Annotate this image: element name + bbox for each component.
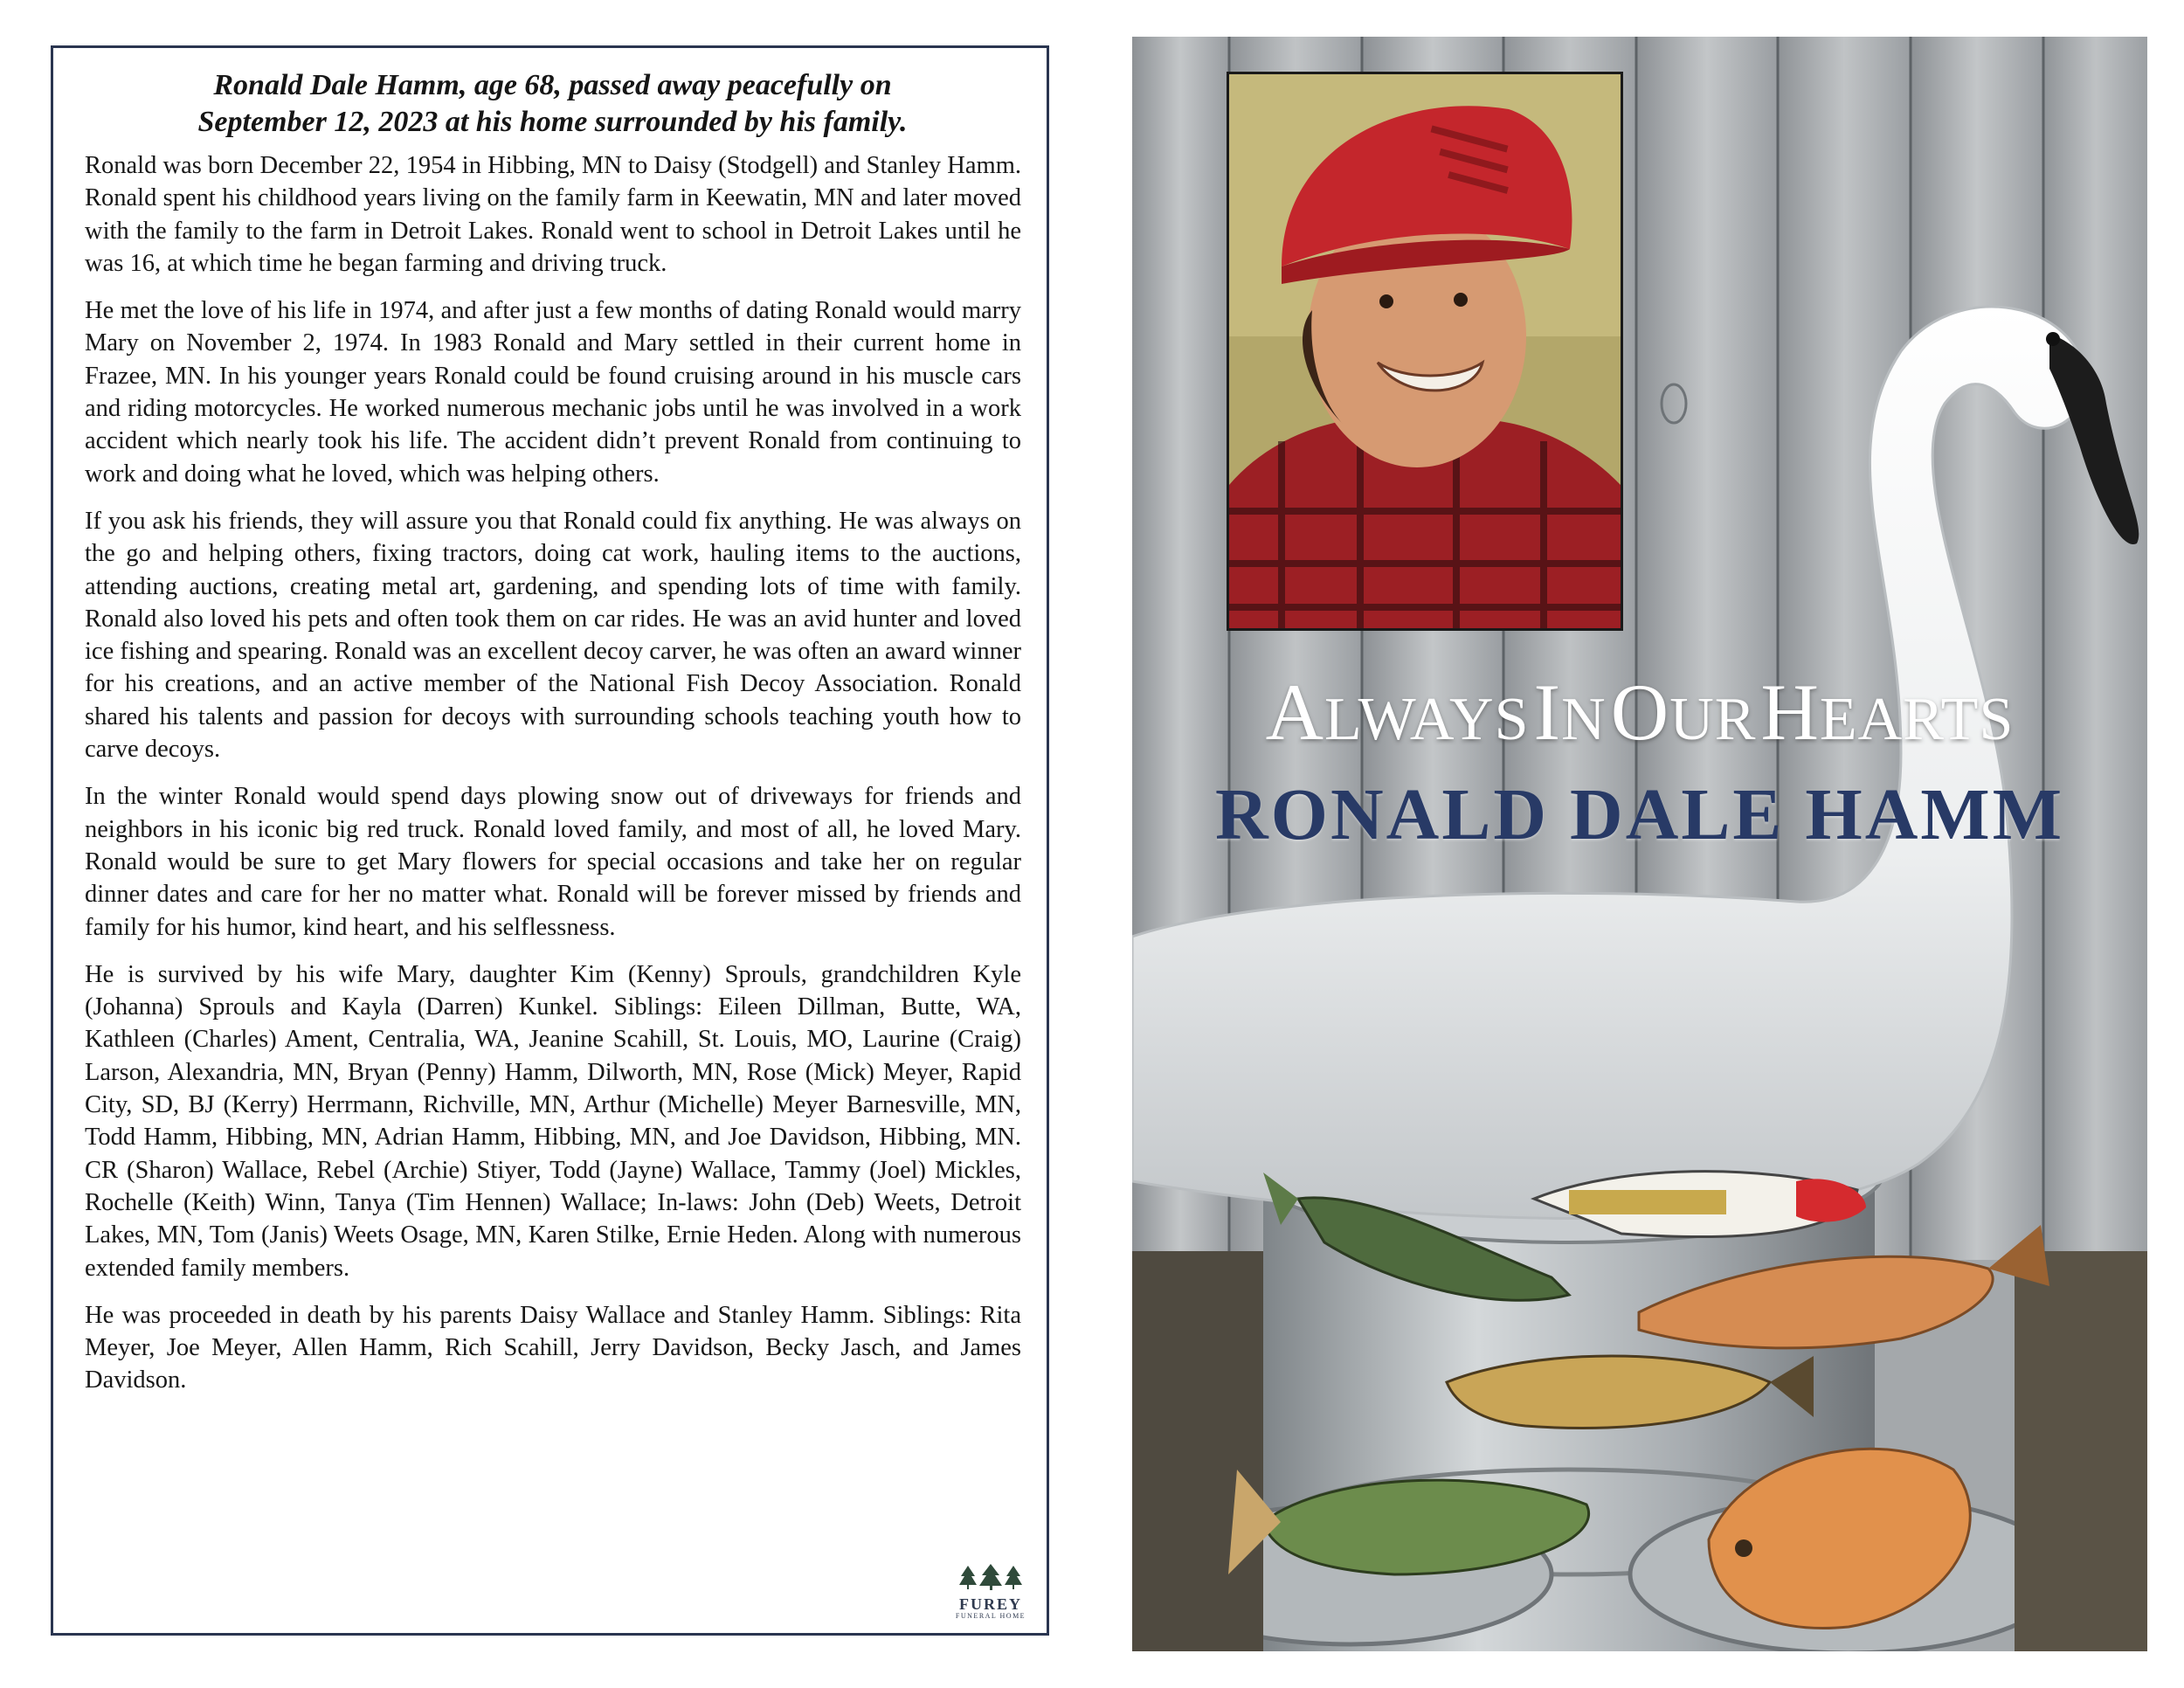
green-pike-decoy — [1263, 1173, 1569, 1300]
title-letter-I: I — [1533, 668, 1562, 757]
cover-title-always-in-our-hearts — [1132, 666, 2147, 758]
paragraph-marriage: He met the love of his life in 1974, and after just a few months of dating Ronald would marry Mary on November 2, 1974. In 1983 Ronald and Mary settled in their current home in Frazee, MN. In his younger years Ronald could be found cruising around in his muscle cars and riding motorcycles. He worked numerous mechanic jobs until he was involved in a work accident which nearly took his life. The accident didn’t prevent Ronald from continuing to work and doing what he loved, which was helping others. — [85, 297, 1021, 488]
headline-line-2: September 12, 2023 at his home surrounded by his family. — [197, 106, 908, 138]
title-word-in: N — [1561, 686, 1607, 753]
obituary-panel — [51, 45, 1049, 1636]
orange-trout-decoy — [1639, 1225, 2049, 1348]
portrait-photo — [1227, 72, 1623, 631]
headline-line-1: Ronald Dale Hamm, age 68, passed away peacefully on — [213, 69, 892, 101]
title-letter-O: O — [1610, 668, 1670, 757]
orange-sunfish-decoy — [1709, 1449, 1970, 1628]
title-word-our: UR — [1669, 686, 1757, 753]
paragraph-winter: In the winter Ronald would spend days plowing snow out of driveways for friends and neighbors in his iconic big red truck. Ronald loved family, and most of all, he loved Mary. Ronald would be sure to get Mary flowers for special occasions and take her on regular dinner dates and care for her no matter what. Ronald will be forever missed by friends and family for his humor, kind heart, and his selflessness. — [85, 783, 1021, 941]
funeral-home-logo — [945, 1564, 1036, 1621]
pine-trees-icon — [956, 1564, 1026, 1592]
green-bass-decoy — [1228, 1470, 1589, 1574]
cover-name: RONALD DALE HAMM — [1215, 774, 2064, 855]
funeral-home-subtitle: FUNERAL HOME — [955, 1612, 1026, 1620]
title-word-always: LWAYS — [1324, 686, 1530, 753]
paragraph-birth: Ronald was born December 22, 1954 in Hibbing, MN to Daisy (Stodgell) and Stanley Hamm. Ronald spent his childhood years living on the family farm in Keewatin, MN and later moved with the family to the farm in Detroit Lakes. Ronald went to school in Detroit Lakes until he was 16, at which time he began farming and driving truck. — [85, 152, 1021, 277]
title-letter-H: H — [1760, 668, 1820, 757]
portrait-image — [1229, 74, 1621, 628]
funeral-home-name: FUREY — [959, 1595, 1022, 1613]
title-letter-A: A — [1265, 668, 1325, 757]
title-word-hearts: EARTS — [1819, 686, 2015, 753]
obituary-headline — [106, 67, 999, 141]
spotted-walleye-decoy — [1447, 1356, 1814, 1429]
cover-panel — [1132, 37, 2147, 1651]
red-head-lure-decoy — [1534, 1172, 1866, 1237]
paragraph-hobbies: If you ask his friends, they will assure you that Ronald could fix anything. He was always on the go and helping others, fixing tractors, doing cat work, hauling items to the auctions, attending auctions, creating metal art, gardening, and spending lots of time with family. Ronald also loved his pets and often took them on car rides. He was an avid hunter and loved ice fishing and spearing. Ronald was an excellent decoy carver, he was often an award winner for his creations, and an active member of the National Fish Decoy Association. Ronald shared his talents and passion for decoys with surrounding schools teaching youth how to carve decoys. — [85, 507, 1021, 764]
paragraph-preceded: He was proceeded in death by his parents Daisy Wallace and Stanley Hamm. Siblings: Rita Meyer, Joe Meyer, Allen Hamm, Rich Scahill, Jerry Davidson, Becky Jasch, and James Davidson. — [85, 1301, 1021, 1394]
paragraph-survivors: He is survived by his wife Mary, daughter Kim (Kenny) Sprouls, grandchildren Kyle (Johanna) Sprouls and Kayla (Darren) Kunkel. Siblings: Eileen Dillman, Butte, WA, Kathleen (Charles) Ament, Centralia, WA, Jeanine Scahill, St. Louis, MO, Laurine (Craig) Larson, Alexandria, MN, Bryan (Penny) Hamm, Dilworth, MN, Rose (Mick) Meyer, Rapid City, SD, BJ (Kerry) Herrmann, Richville, MN, Arthur (Michelle) Meyer Barnesville, MN, Todd Hamm, Hibbing, MN, Adrian Hamm, Hibbing, MN, and Joe Davidson, Hibbing, MN. CR (Sharon) Wallace, Rebel (Archie) Stiyer, Todd (Jayne) Wallace, Tammy (Joel) Mickles, Rochelle (Keith) Winn, Tanya (Tim Hennen) Wallace; In-laws: John (Deb) Weets, Detroit Lakes, MN, Tom (Janis) Weets Osage, MN, Karen Stilke, Ernie Heden. Along with numerous extended family members. — [85, 960, 1021, 1282]
obituary-body — [85, 149, 1021, 1412]
